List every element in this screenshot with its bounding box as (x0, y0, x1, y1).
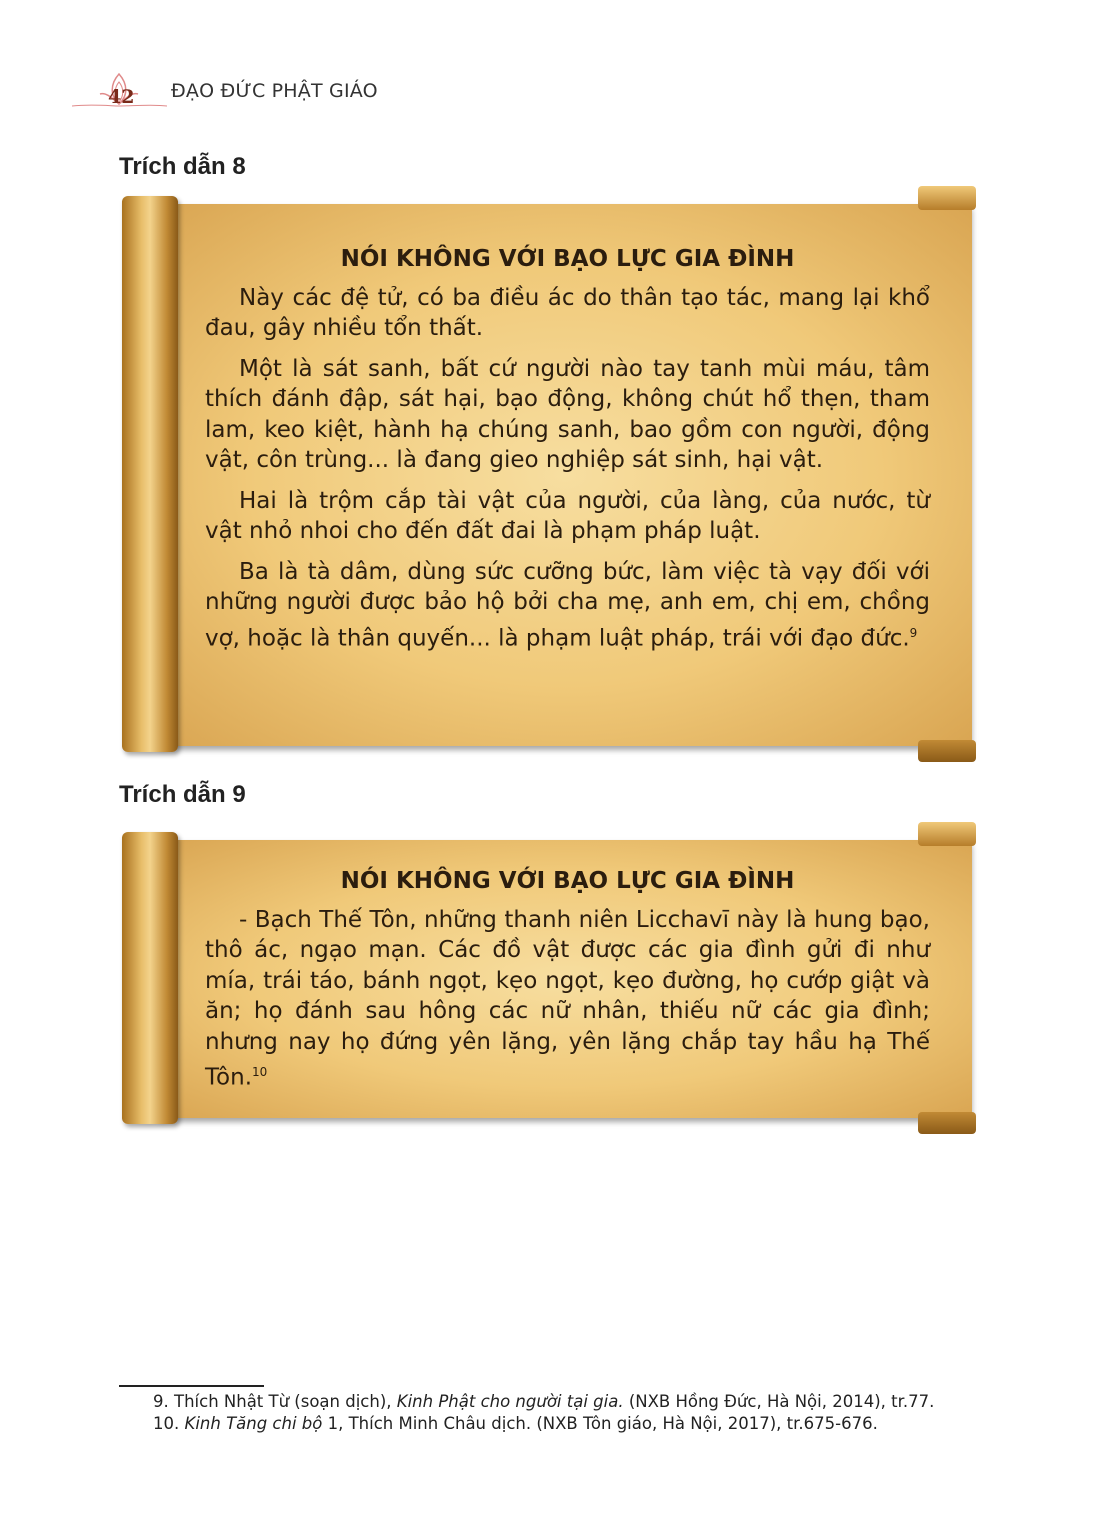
quote-title: NÓI KHÔNG VỚI BẠO LỰC GIA ĐÌNH (340, 868, 795, 894)
footnote-ref[interactable]: 10 (252, 1065, 268, 1079)
quote-paragraph: Một là sát sanh, bất cứ người nào tay tanh mùi máu, tâm thích đánh đập, sát hại, bạo động, không chút hổ thẹn, tham lam, keo kiệt, hành hạ chúng sanh, bao gồm con người, động vật, côn trùng... là đang gieo nghiệp sát sinh, hại vật. (205, 355, 930, 473)
scroll-quote-8 (118, 196, 976, 752)
page-header (72, 68, 378, 112)
footnote-divider (119, 1385, 264, 1387)
quote-content (205, 866, 930, 1103)
quote-label: Trích dẫn 8 (119, 153, 246, 180)
quote-title: NÓI KHÔNG VỚI BẠO LỰC GIA ĐÌNH (340, 246, 795, 272)
footnote-9: 9. Thích Nhật Từ (soạn dịch), Kinh Phật cho người tại gia. (NXB Hồng Đức, Hà Nội, 2014), tr.77. (153, 1392, 935, 1411)
quote-content (205, 244, 930, 664)
quote-paragraph: Này các đệ tử, có ba điều ác do thân tạo tác, mang lại khổ đau, gây nhiều tổn thất. (205, 284, 930, 341)
running-header-title: ĐẠO ĐỨC PHẬT GIÁO (171, 80, 378, 102)
scroll-roll-left (122, 832, 178, 1124)
page-number: 42 (108, 86, 135, 108)
lotus-logo (72, 70, 167, 112)
scroll-roll-left (122, 196, 178, 752)
quote-paragraph: - Bạch Thế Tôn, những thanh niên Licchavī này là hung bạo, thô ác, ngạo mạn. Các đồ vật được các gia đình gửi đi như mía, trái táo, bánh ngọt, kẹo ngọt, kẹo đường, họ cướp giật và ăn; họ đánh sau hông các nữ nhân, thiếu nữ các gia đình; nhưng nay họ đứng yên lặng, yên lặng chắp tay hầu hạ Thế Tôn.$^{10}$ (205, 906, 930, 1091)
quote-paragraph: Hai là trộm cắp tài vật của người, của làng, của nước, từ vật nhỏ nhoi cho đến đất đai là phạm pháp luật. (205, 487, 930, 544)
quote-label: Trích dẫn 9 (119, 781, 246, 808)
footnote-ref[interactable]: 9 (909, 625, 918, 640)
quote-paragraph: Ba là tà dâm, dùng sức cưỡng bức, làm việc tà vạy đối với những người được bảo hộ bởi cha mẹ, anh em, chị em, chồng vợ, hoặc là thân quyến... là phạm luật pháp, trái với đạo đức.$^9$ (205, 558, 930, 652)
scroll-quote-9 (118, 832, 976, 1124)
footnote-10: 10. Kinh Tăng chi bộ 1, Thích Minh Châu dịch. (NXB Tôn giáo, Hà Nội, 2017), tr.675-676. (153, 1414, 878, 1433)
